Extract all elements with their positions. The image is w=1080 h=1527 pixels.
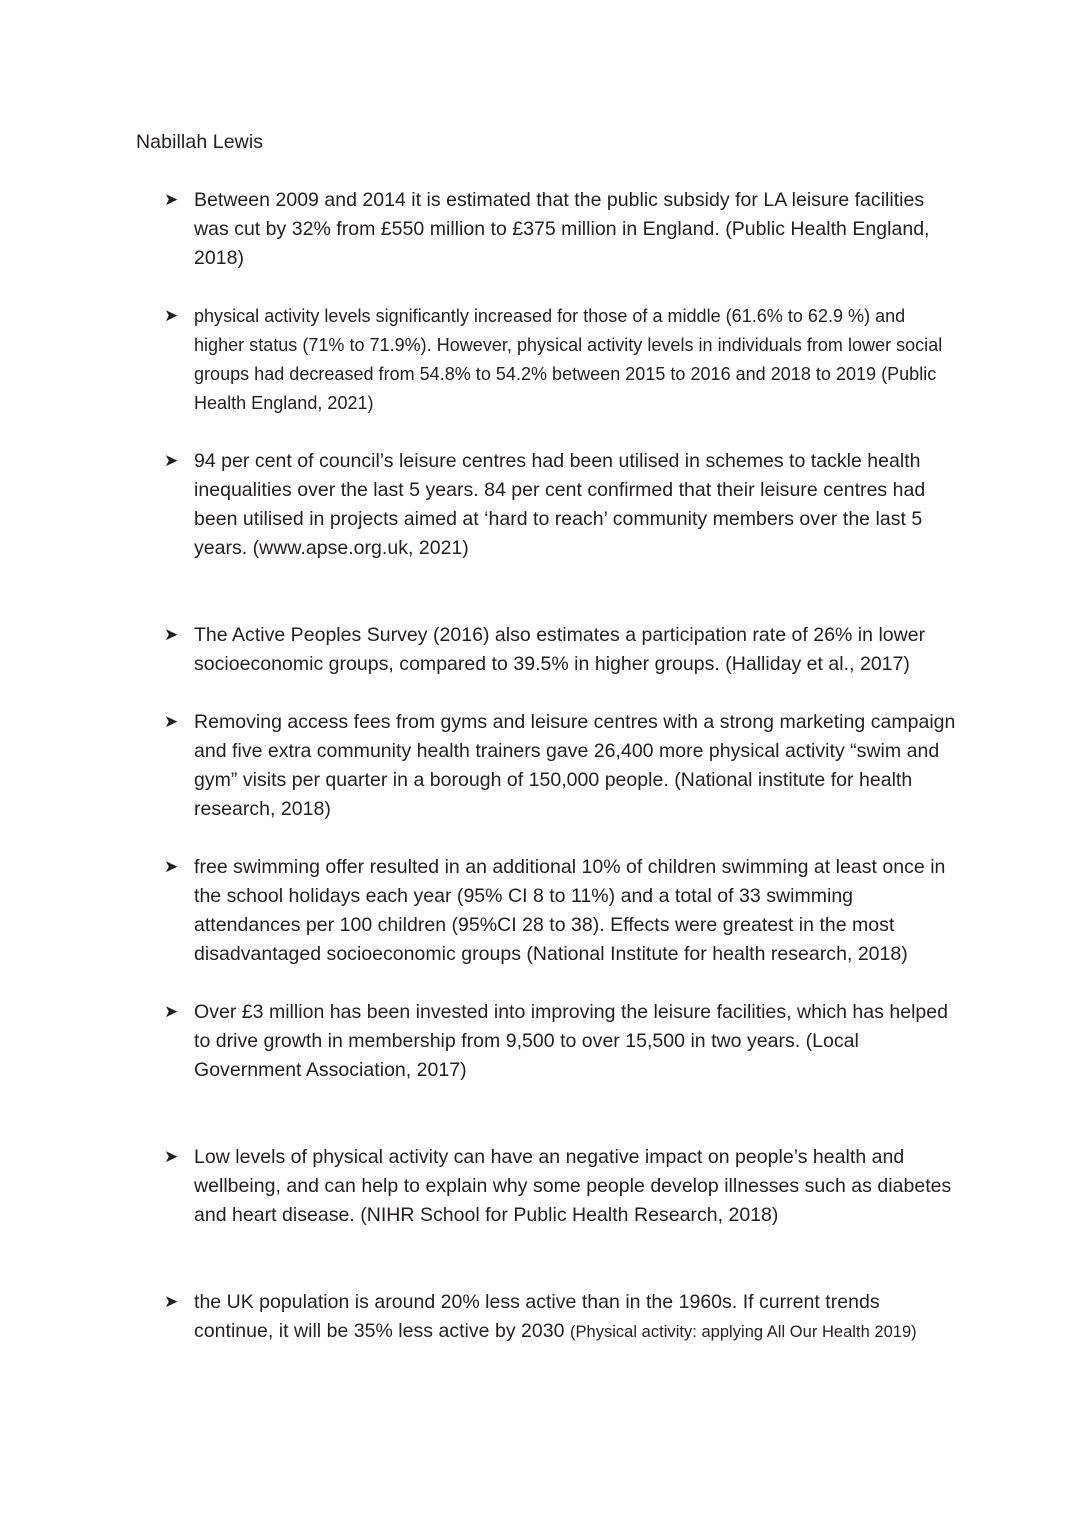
list-item-text: The Active Peoples Survey (2016) also estimates a participation rate of 26% in lower socioeconomic groups, compared to 39.5% in higher groups. (Halliday et al., 2017): [194, 624, 926, 675]
list-item-activity-levels-by-status: [136, 302, 956, 418]
author-name: Nabillah Lewis: [136, 131, 264, 153]
arrowhead-bullet-icon: ➤: [164, 1292, 179, 1312]
list-item-active-peoples-survey: [136, 621, 956, 679]
list-item-text: Between 2009 and 2014 it is estimated that the public subsidy for LA leisure facilities was cut by 32% from £550 million to £375 million in England. (Public Health England, 2018): [194, 189, 930, 269]
list-item-text: [194, 1288, 956, 1347]
list-item-text: 94 per cent of council’s leisure centres had been utilised in schemes to tackle health inequalities over the last 5 years. 84 per cent confirmed that their leisure centres had been utilised in projects aimed at ‘hard to reach’ community members over the last 5 years. (www.apse.org.uk, 2021): [194, 450, 926, 559]
list-item-text: Low levels of physical activity can have an negative impact on people’s health and wellbeing, and can help to explain why some people develop illnesses such as diabetes and heart disease. (NIHR School for Public Health Research, 2018): [194, 1146, 952, 1226]
arrowhead-bullet-icon: ➤: [164, 451, 179, 471]
list-item-low-activity-impact: [136, 1143, 956, 1230]
list-item-text: Over £3 million has been invested into improving the leisure facilities, which has helped to drive growth in membership from 9,500 to over 15,500 in two years. (Local Government Association, 2017): [194, 1001, 949, 1081]
arrowhead-bullet-icon: ➤: [164, 306, 179, 326]
list-item-uk-population-less-active: [136, 1288, 956, 1347]
document-body: [136, 128, 956, 1347]
list-item-removing-access-fees: [136, 708, 956, 824]
arrowhead-bullet-icon: ➤: [164, 190, 179, 210]
arrowhead-bullet-icon: ➤: [164, 1147, 179, 1167]
arrowhead-bullet-icon: ➤: [164, 712, 179, 732]
arrowhead-bullet-icon: ➤: [164, 857, 179, 877]
bullet-list: [136, 186, 956, 1347]
list-item-citation: (Physical activity: applying All Our Health 2019): [569, 1323, 917, 1341]
list-item-main-text: the UK population is around 20% less active than in the 1960s. If current trends continue, it will be 35% less active by 2030: [194, 1291, 880, 1342]
list-item-council-leisure-centres: [136, 447, 956, 563]
list-item-text: free swimming offer resulted in an additional 10% of children swimming at least once in the school holidays each year (95% CI 8 to 11%) and a total of 33 swimming attendances per 100 children (95%CI 28 to 38). Effects were greatest in the most disadvantaged socioeconomic groups (National Institute for health research, 2018): [194, 856, 946, 965]
arrowhead-bullet-icon: ➤: [164, 1002, 179, 1022]
list-item-free-swimming-offer: [136, 853, 956, 969]
list-item-text: Removing access fees from gyms and leisure centres with a strong marketing campaign and five extra community health trainers gave 26,400 more physical activity “swim and gym” visits per quarter in a borough of 150,000 people. (National institute for health research, 2018): [194, 711, 956, 820]
list-item-three-million-invested: [136, 998, 956, 1085]
list-item-public-subsidy-cut: [136, 186, 956, 273]
list-item-text: physical activity levels significantly increased for those of a middle (61.6% to 62.9 %) and higher status (71% to 71.9%). However, physical activity levels in individuals from lower social groups had decreased from 54.8% to 54.2% between 2015 to 2016 and 2018 to 2019 (Public Health England, 2021): [194, 306, 943, 413]
arrowhead-bullet-icon: ➤: [164, 625, 179, 645]
